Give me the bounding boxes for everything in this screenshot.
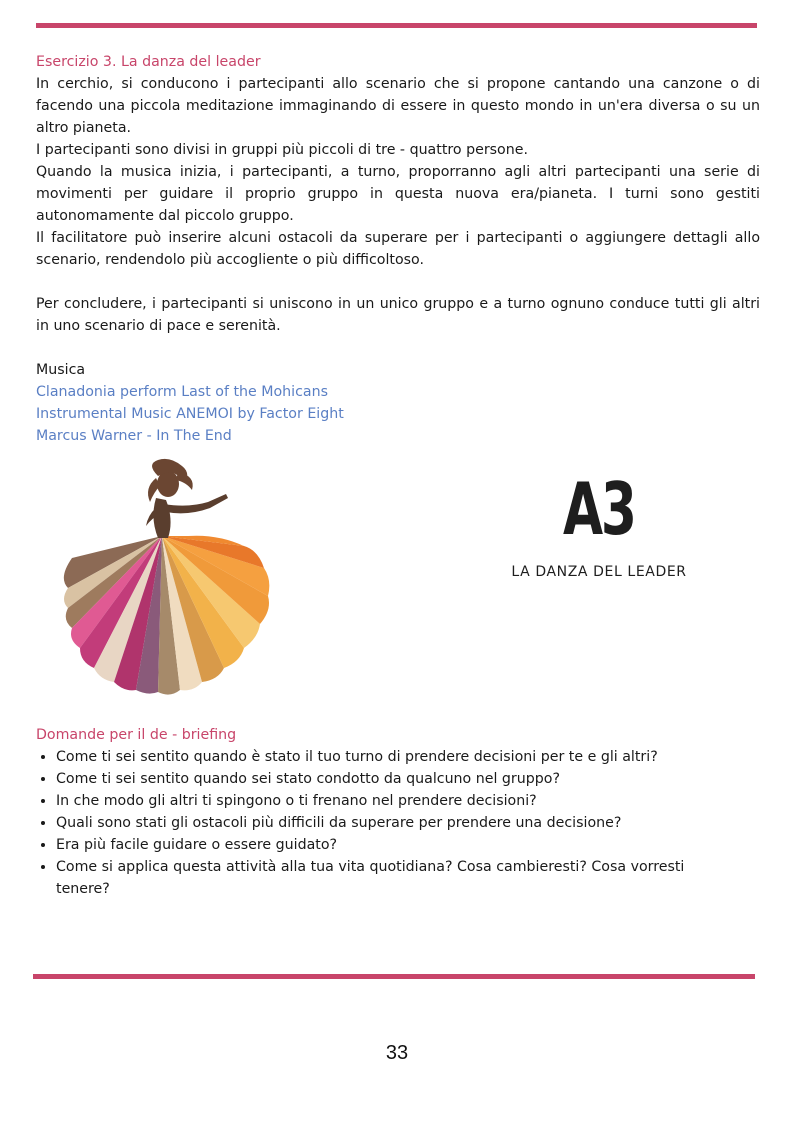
music-link-2[interactable]: Instrumental Music ANEMOI by Factor Eight [36, 406, 344, 422]
exercise-section [36, 51, 760, 447]
debriefing-question-1: • Come ti sei sentito quando è stato il tuo turno di prendere decisioni per te e gli altri? [56, 746, 736, 768]
debriefing-question-3: • In che modo gli altri ti spingono o ti frenano nel prendere decisioni? [56, 790, 736, 812]
debriefing-list [36, 746, 736, 900]
bottom-divider [33, 974, 755, 979]
debriefing-title: Domande per il de - briefing [36, 727, 237, 743]
exercise-paragraph-5: Per concludere, i partecipanti si uniscono in un unico gruppo e a turno ognuno conduce tutti gli altri in uno scenario di pace e serenità. [36, 296, 760, 334]
activity-code: A3 [563, 467, 635, 551]
exercise-paragraph-3: Quando la musica inizia, i partecipanti, a turno, proporranno agli altri partecipanti una serie di movimenti per guidare il proprio gruppo in questa nuova era/pianeta. I turni sono gestiti autonomamente dal piccolo gruppo. [36, 164, 760, 224]
debriefing-section [36, 724, 736, 900]
exercise-paragraph-2: I partecipanti sono divisi in gruppi più piccoli di tre - quattro persone. [36, 142, 528, 158]
exercise-paragraph-1: In cerchio, si conducono i partecipanti allo scenario che si propone cantando una canzone o di facendo una piccola meditazione immaginando di essere in questo mondo in un'era diversa o su un altro pianeta. [36, 76, 760, 136]
debriefing-question-4: • Quali sono stati gli ostacoli più difficili da superare per prendere una decisione? [56, 812, 736, 834]
exercise-title: Esercizio 3. La danza del leader [36, 54, 261, 70]
debriefing-question-5: • Era più facile guidare o essere guidato? [56, 834, 736, 856]
dancer-hair-icon [148, 459, 193, 502]
page-number: 33 [385, 1042, 409, 1064]
dancer-body-icon [146, 494, 228, 538]
music-link-1[interactable]: Clanadonia perform Last of the Mohicans [36, 384, 328, 400]
debriefing-question-6: • Come si applica questa attività alla tua vita quotidiana? Cosa cambieresti? Cosa vorresti tenere? [56, 856, 736, 900]
activity-subtitle: LA DANZA DEL LEADER [511, 564, 687, 580]
music-label: Musica [36, 362, 86, 378]
music-link-3[interactable]: Marcus Warner - In The End [36, 428, 232, 444]
exercise-paragraph-4: Il facilitatore può inserire alcuni ostacoli da superare per i partecipanti o aggiungere dettagli allo scenario, rendendolo più accogliente o più difficoltoso. [36, 230, 760, 268]
activity-badge [498, 464, 700, 580]
top-divider [36, 23, 757, 28]
dress-skirt-icon [64, 536, 269, 695]
debriefing-question-2: • Come ti sei sentito quando sei stato condotto da qualcuno nel gruppo? [56, 768, 736, 790]
dancer-illustration [58, 458, 278, 698]
